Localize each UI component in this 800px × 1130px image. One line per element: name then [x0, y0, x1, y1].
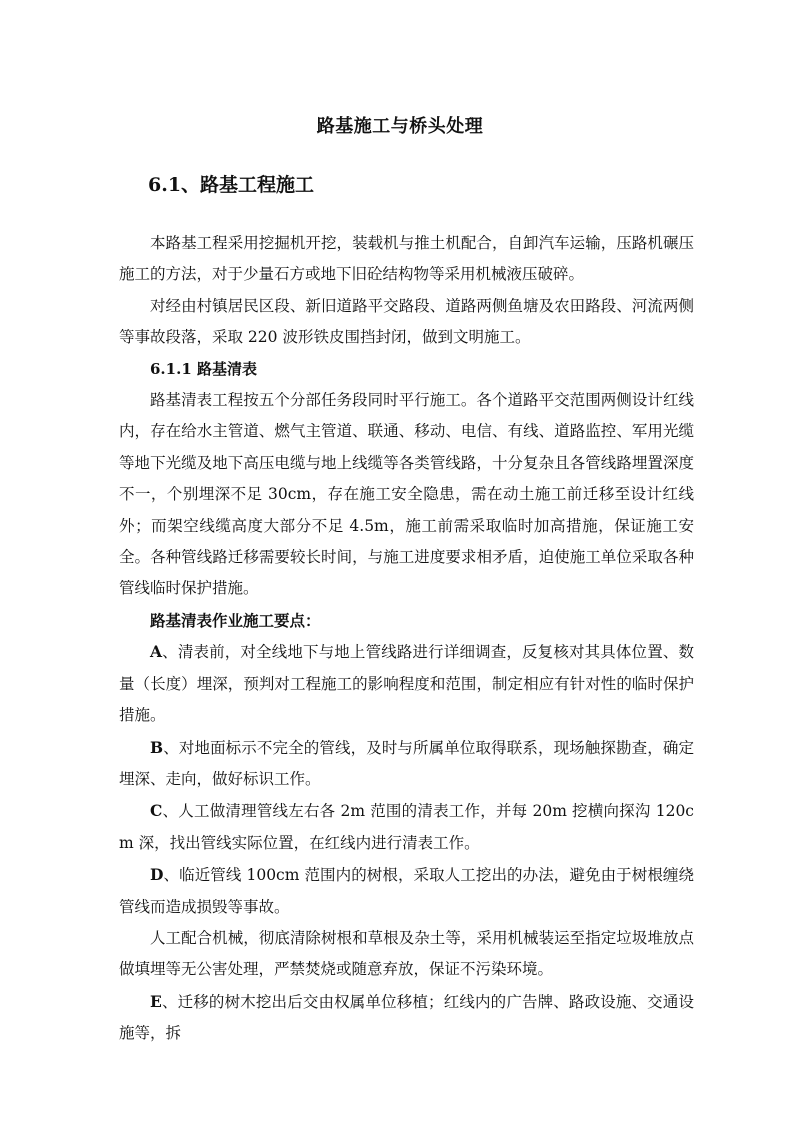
point-c-text: 、人工做清理管线左右各 2m 范围的清表工作，并每 20m 挖横向探沟 120cm 深，找出管线实际位置，在红线内进行清表工作。 [119, 802, 694, 852]
point-d-text: 、临近管线 100cm 范围内的树根，采取人工挖出的办法，避免由于树根缠绕管线而造成损毁等事故。 [119, 866, 694, 916]
point-b-text: 、对地面标示不完全的管线，及时与所属单位取得联系，现场触探勘查，确定埋深、走向，做好标识工作。 [119, 738, 694, 788]
point-e-letter: E [150, 991, 162, 1011]
section-heading: 6.1、路基工程施工 [148, 174, 315, 196]
point-a-text: 、清表前，对全线地下与地上管线路进行详细调查，反复核对其具体位置、数量（长度）埋深，预判对工程施工的影响程度和范围，制定相应有针对性的临时保护措施。 [119, 643, 694, 725]
point-c-letter: C [150, 801, 163, 821]
point-a-letter: A [150, 642, 163, 662]
point-b [119, 732, 694, 796]
point-c [119, 795, 694, 859]
document-title: 路基施工与桥头处理 [316, 116, 484, 137]
key-points-heading: 路基清表作业施工要点： [150, 610, 321, 630]
point-d-letter: D [150, 865, 164, 885]
point-e-text: 、迁移的树木挖出后交由权属单位移植；红线内的广告牌、路政设施、交通设施等，拆 [119, 992, 694, 1043]
point-b-letter: B [150, 737, 164, 757]
clearing-paragraph: 路基清表工程按五个分部任务段同时平行施工。各个道路平交范围两侧设计红线内，存在给水主管道、燃气主管道、联通、移动、电信、有线、道路监控、军用光缆等地下光缆及地下高压电缆与地上线缆等各类管线路，十分复杂且各管线路埋置深度不一，个别埋深不足 30cm，存在施工安全隐患，需在动土施工前迁移至设计红线外；而架空线缆高度大部分不足 4.5m，施工前需采取临时加高措施，保证施工安全。各种管线路迁移需要较长时间，与施工进度要求相矛盾，迫使施工单位采取各种管线临时保护措施。 [119, 391, 694, 598]
subsection-heading: 6.1.1 路基清表 [150, 359, 257, 378]
point-e [119, 986, 694, 1050]
intro-paragraph-1: 本路基工程采用挖掘机开挖，装载机与推土机配合，自卸汽车运输，压路机碾压施工的方法，对于少量石方或地下旧砼结构物等采用机械液压破碎。 [119, 234, 694, 284]
intro-paragraph-2: 对经由村镇居民区段、新旧道路平交路段、道路两侧鱼塘及农田路段、河流两侧等事故段落，采取 220 波形铁皮围挡封闭，做到文明施工。 [119, 296, 694, 347]
point-a [119, 636, 694, 731]
document-body [119, 228, 694, 1050]
machine-paragraph: 人工配合机械，彻底清除树根和草根及杂土等，采用机械装运至指定垃圾堆放点做填埋等无公害处理，严禁焚烧或随意弃放，保证不污染环境。 [119, 928, 694, 979]
point-d [119, 859, 694, 923]
